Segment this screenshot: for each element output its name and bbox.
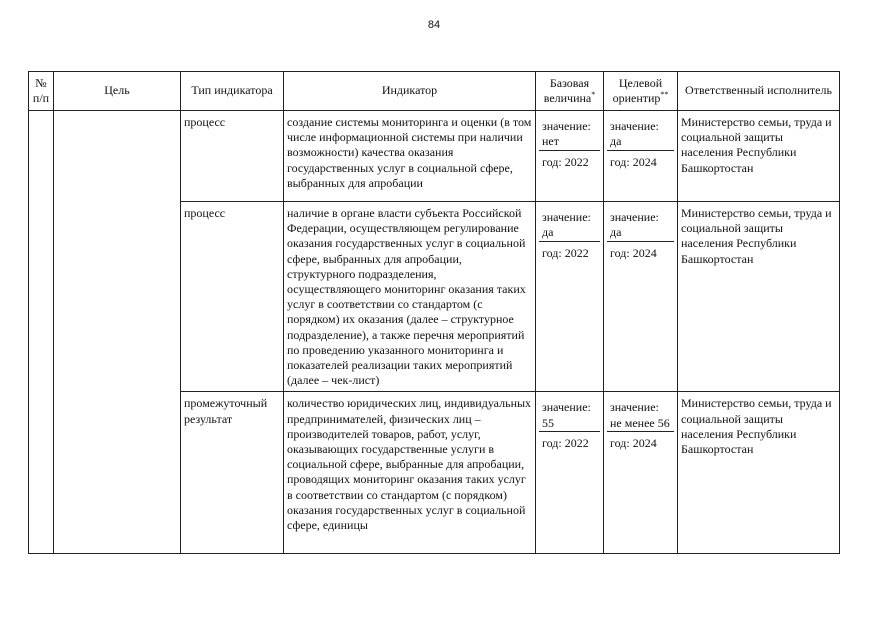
- cell-type: процесс: [181, 111, 284, 202]
- cell-target: [604, 111, 678, 202]
- indicators-table: [28, 71, 840, 554]
- target-year: год: 2024: [610, 246, 657, 260]
- table-row: [29, 111, 840, 202]
- header-goal: Цель: [54, 72, 181, 111]
- cell-type: промежуточный результат: [181, 392, 284, 554]
- cell-target: [604, 392, 678, 554]
- cell-base: [536, 111, 604, 202]
- cell-indicator: количество юридических лиц, индивидуальных предпринимателей, физических лиц – производителей товаров, работ, услуг, оказывающих государственные услуги в социальной сфере, выбранные для апробации, проводящих мониторинг оказания таких услуг в соответствии со стандартом (с порядком) оказания государственных услуг в социальной сфере, единицы: [284, 392, 536, 554]
- target-value: значение: да: [607, 115, 674, 151]
- header-target-footnote: **: [660, 90, 669, 99]
- cell-base: [536, 392, 604, 554]
- table-header-row: [29, 72, 840, 111]
- header-base-label: Базовая величина: [543, 75, 592, 105]
- cell-target: [604, 202, 678, 392]
- base-year: год: 2022: [542, 155, 589, 169]
- cell-type: процесс: [181, 202, 284, 392]
- target-year: год: 2024: [610, 155, 657, 169]
- base-value: значение: 55: [539, 396, 600, 432]
- target-value: значение: не менее 56: [607, 396, 674, 432]
- base-value: значение: нет: [539, 115, 600, 151]
- header-base: [536, 72, 604, 111]
- header-type: Тип индикатора: [181, 72, 284, 111]
- page-number: 84: [427, 19, 441, 31]
- header-target: [604, 72, 678, 111]
- target-year: год: 2024: [610, 436, 657, 451]
- cell-base: [536, 202, 604, 392]
- cell-responsible: Министерство семьи, труда и социальной защиты населения Республики Башкортостан: [678, 202, 840, 392]
- header-indicator: Индикатор: [284, 72, 536, 111]
- cell-indicator: создание системы мониторинга и оценки (в том числе информационной системы при наличии возможности) качества оказания государственных услуг в социальной сфере, выбранных для апробации: [284, 111, 536, 202]
- base-year: год: 2022: [542, 246, 589, 260]
- cell-indicator: наличие в органе власти субъекта Российской Федерации, осуществляющем регулирование оказания государственных услуг в социальной сфере, выбранных для апробации, структурного подразделения, осуществляющего мониторинг оказания таких услуг в соответствии со стандартом (с порядком) их оказания (далее – структурное подразделение), а также перечня мероприятий по проведению указанного мониторинга и показателей реализации таких мероприятий (далее – чек-лист): [284, 202, 536, 392]
- header-target-label: Целевой ориентир: [612, 75, 663, 105]
- header-responsible: Ответственный исполнитель: [678, 72, 840, 111]
- target-value: значение: да: [607, 206, 674, 242]
- header-num: № п/п: [29, 72, 54, 111]
- header-base-footnote: *: [591, 90, 596, 99]
- base-value: значение: да: [539, 206, 600, 242]
- cell-responsible: Министерство семьи, труда и социальной защиты населения Республики Башкортостан: [678, 111, 840, 202]
- cell-goal: [54, 111, 181, 554]
- base-year: год: 2022: [542, 436, 589, 451]
- cell-num: [29, 111, 54, 554]
- cell-responsible: Министерство семьи, труда и социальной защиты населения Республики Башкортостан: [678, 392, 840, 554]
